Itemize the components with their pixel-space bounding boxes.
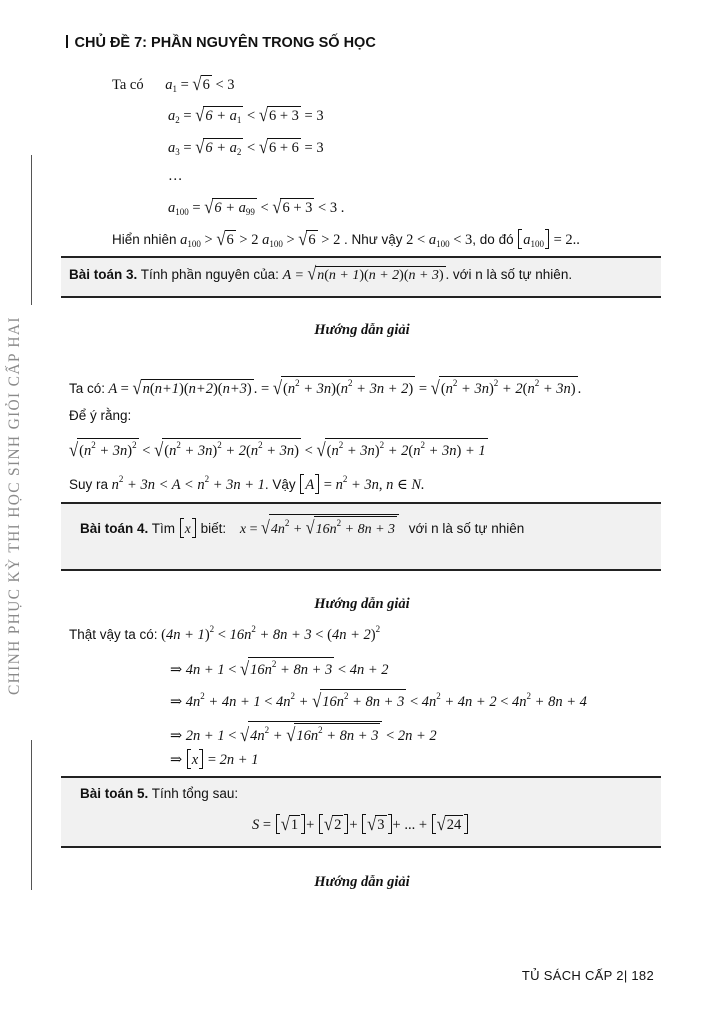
- problem-3-text: Tính phần nguyên của:: [140, 267, 279, 282]
- solution-heading-5: Hướng dẫn giải: [314, 874, 410, 890]
- chapter-header: [66, 35, 376, 51]
- side-line-top: [31, 155, 32, 305]
- problem-5-label: Bài toán 5.: [80, 786, 149, 801]
- line-conclusion: Hiển nhiên $a_{100} > √6 > 2$ $a_{100} > √6 > 2$ . Như vậy $2 < a_{100} < 3$, do đó $a_{100} = 2$..: [112, 227, 580, 250]
- header-bar: [66, 35, 68, 48]
- sol4-line3: ⇒ $4n^2 + 4n + 1 < 4n^2 + √16n^2 + 8n + 3 < 4n^2 + 4n + 2 < 4n^2 + 8n + 4$: [170, 689, 587, 712]
- sol4-line4: ⇒ $2n + 1 < √4n^2 + √16n^2 + 8n + 3 < 2n + 2$: [170, 721, 437, 745]
- problem-5: [80, 786, 238, 801]
- ta-co-label: Ta có: [112, 77, 144, 93]
- page-footer: TỦ SÁCH CẤP 2| 182: [521, 968, 654, 983]
- line-a3: $a_3 = √6 + a_2 < √6 + 6 = 3$: [168, 135, 324, 158]
- dots: …: [168, 168, 183, 184]
- line-a2: $a_2 = √6 + a_1 < √6 + 3 = 3$: [168, 103, 324, 126]
- problem-3-label: Bài toán 3.: [69, 267, 138, 282]
- problem-5-text: Tính tổng sau:: [151, 786, 239, 801]
- problem-4: Bài toán 4. Tìm x biết: $x = √4n^2 + √16n^2 + 8n + 3$ với n là số tự nhiên: [80, 514, 524, 538]
- sol3-line4: Suy ra $n^2 + 3n < A < n^2 + 3n + 1$. Vậy $A = n^2 + 3n$, n ∈ N.: [69, 474, 425, 493]
- problem-3: Bài toán 3. Tính phần nguyên của: A = √n(n + 1)(n + 2)(n + 3) . với n là số tự nhiên.: [69, 264, 573, 285]
- sol4-line1: Thật vậy ta có: $(4n + 1)^2 < 16n^2 + 8n + 3 < (4n + 2)^2$: [69, 624, 381, 643]
- side-line-bottom: [31, 740, 32, 890]
- sol3-line3: $√(n^2 + 3n)^2 < √(n^2 + 3n)^2 + 2(n^2 + 3n) < √(n^2 + 3n)^2 + 2(n^2 + 3n) + 1$: [69, 438, 486, 461]
- problem-3-tail: với n là số tự nhiên.: [452, 267, 573, 282]
- sol4-line5: ⇒ x = 2n + 1: [170, 749, 258, 769]
- side-series-title: CHINH PHỤC KỲ THI HỌC SINH GIỎI CẤP HAI: [6, 316, 23, 695]
- chapter-title: CHỦ ĐỀ 7: PHẦN NGUYÊN TRONG SỐ HỌC: [74, 35, 376, 51]
- sol3-line1: Ta có: A = √n(n+1)(n+2)(n+3) . = $√(n^2 + 3n)(n^2 + 3n + 2) = √(n^2 + 3n)^2 + 2(n^2 + 3n)$ .: [69, 376, 582, 399]
- sol4-line2: ⇒ $4n + 1 < √16n^2 + 8n + 3 < 4n + 2$: [170, 657, 389, 680]
- sol3-de-y: Để ý rằng:: [69, 408, 132, 423]
- solution-heading-3: Hướng dẫn giải: [314, 322, 410, 338]
- problem-5-formula: S = √1 + √2 + √3 + ... + √24: [252, 814, 469, 834]
- line-a1: Ta có $a_1 = √6 < 3$: [112, 72, 235, 95]
- line-a100: $a_{100} = √6 + a_{99} < √6 + 3 < 3$ .: [168, 195, 345, 218]
- solution-heading-4: Hướng dẫn giải: [314, 596, 410, 612]
- problem-4-label: Bài toán 4.: [80, 521, 149, 536]
